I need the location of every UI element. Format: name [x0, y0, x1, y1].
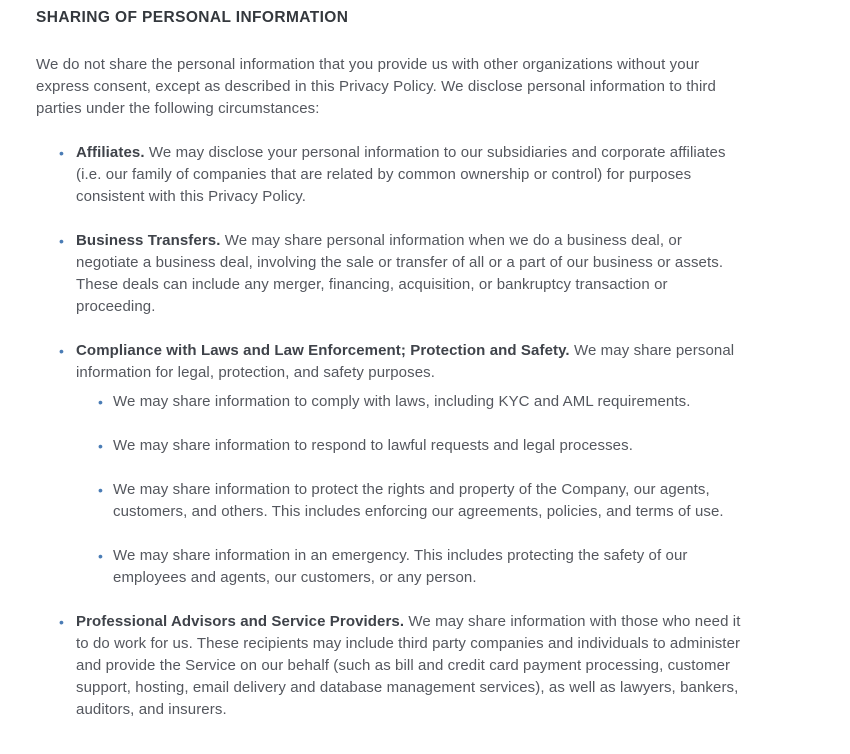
list-item-professional-advisors: [36, 611, 748, 721]
sub-list-item: • We may share information to respond to lawful requests and legal processes.: [76, 435, 748, 457]
item-text: We may disclose your personal information to our subsidiaries and corporate affiliates (i.e. our family of companies that are related by common ownership or control) for purposes consistent with this Privacy Policy.: [76, 144, 726, 205]
section-heading: SHARING OF PERSONAL INFORMATION: [36, 9, 349, 26]
sharing-circumstances-list: [36, 142, 748, 721]
item-label: Affiliates.: [76, 144, 145, 161]
list-item-affiliates: [36, 142, 748, 208]
sub-list-item: • We may share information to protect the rights and property of the Company, our agents, customers, and others. This includes enforcing our agreements, policies, and terms of use.: [76, 479, 748, 523]
item-text: We may share personal information when we do a business deal, or negotiate a business deal, involving the sale or transfer of all or a part of our business or assets. These deals can include any merger, financing, acquisition, or bankruptcy transaction or proceeding.: [76, 232, 724, 315]
list-item-compliance: [36, 340, 748, 589]
item-label: Professional Advisors and Service Providers.: [76, 613, 405, 630]
item-label: Compliance with Laws and Law Enforcement; Protection and Safety.: [76, 342, 570, 359]
sub-list-item: • We may share information in an emergency. This includes protecting the safety of our employees and agents, our customers, or any person.: [76, 545, 748, 589]
item-text: We may share personal information for legal, protection, and safety purposes.: [76, 342, 735, 381]
sub-list-item: • We may share information to comply with laws, including KYC and AML requirements.: [76, 391, 748, 413]
item-label: Business Transfers.: [76, 232, 221, 249]
list-item-business-transfers: [36, 230, 748, 318]
intro-paragraph: We do not share the personal information that you provide us with other organizations without your express consent, except as described in this Privacy Policy. We disclose personal information to third parties under the following circumstances:: [36, 56, 716, 117]
item-text: We may share information with those who need it to do work for us. These recipients may include third party companies and individuals to administer and provide the Service on our behalf (such as bill and credit card payment processing, customer support, hosting, email delivery and database management services), as well as lawyers, bankers, auditors, and insurers.: [76, 613, 741, 718]
compliance-sub-list: [76, 391, 748, 589]
